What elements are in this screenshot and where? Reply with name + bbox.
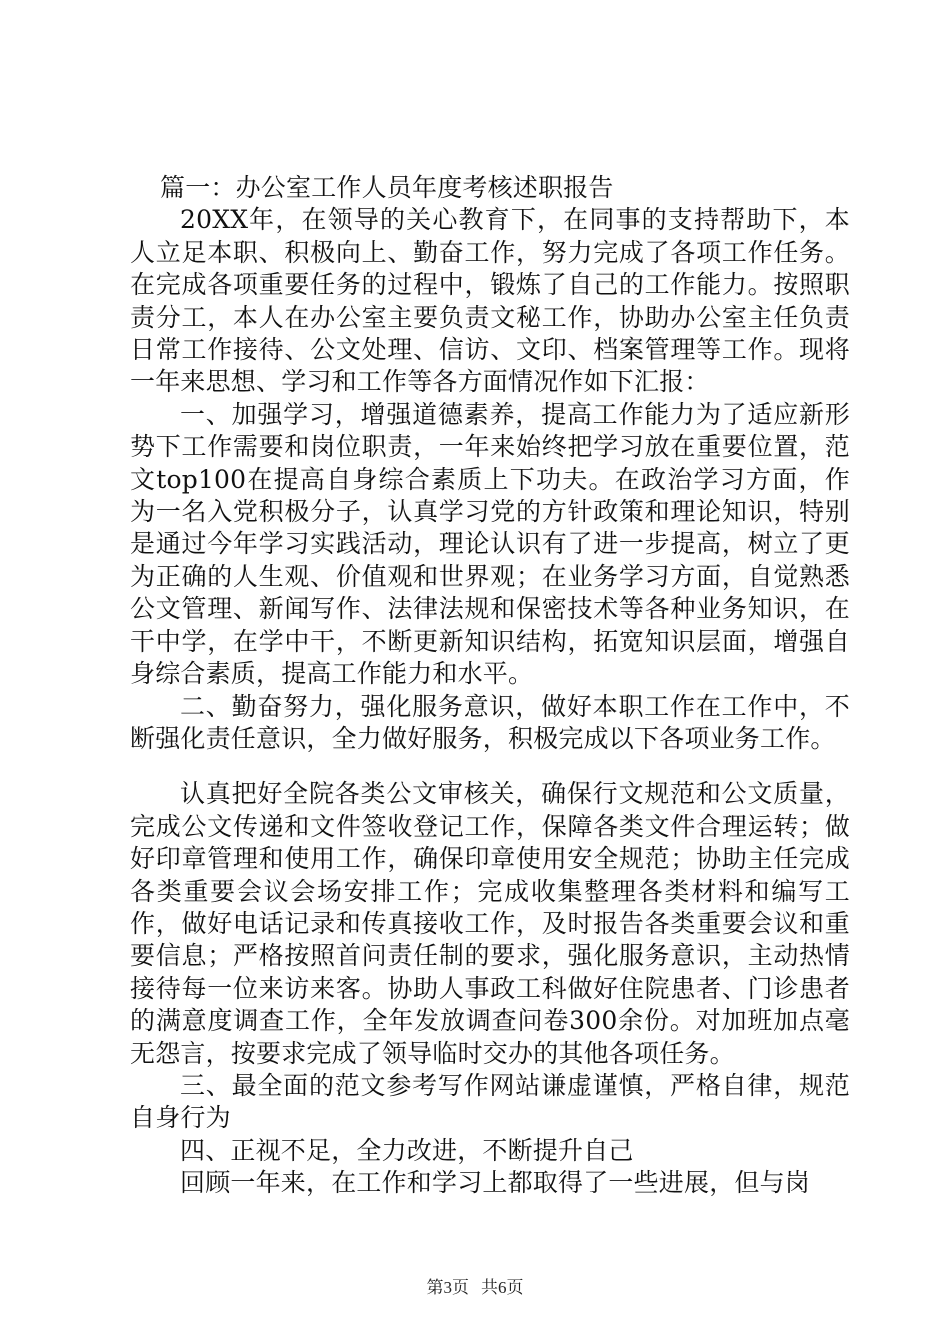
paragraph-review: 回顾一年来，在工作和学习上都取得了一些进展，但与岗 [180,1168,811,1198]
paragraph-section-two: 二、勤奋努力，强化服务意识，做好本职工作在工作中，不断强化责任意识，全力做好服务，积极完成以下各项业务工作。 [130,691,850,753]
page-total: 共6页 [481,1278,524,1297]
paragraph-section-three: 三、最全面的范文参考写作网站谦虚谨慎，严格自律，规范自身行为 [130,1070,850,1133]
document-body [130,172,850,1200]
document-title: 篇一：办公室工作人员年度考核述职报告 [160,173,614,202]
paragraph-section-one: 一、加强学习，增强道德素养，提高工作能力为了适应新形势下工作需要和岗位职责，一年来始终把学习放在重要位置，范文top100在提高自身综合素质上下功夫。在政治学习方面，作为一名入党积极分子，认真学习党的方针政策和理论知识，特别是通过今年学习实践活动，理论认识有了进一步提高，树立了更为正确的人生观、价值观和世界观；在业务学习方面，自觉熟悉公文管理、新闻写作、法律法规和保密技术等各种业务知识，在干中学，在学中干，不断更新知识结构，拓宽知识层面，增强自身综合素质，提高工作能力和水平。 [130,399,850,689]
paragraph-duties: 认真把好全院各类公文审核关，确保行文规范和公文质量，完成公文传递和文件签收登记工作，保障各类文件合理运转；做好印章管理和使用工作，确保印章使用安全规范；协助主任完成各类重要会议会场安排工作；完成收集整理各类材料和编写工作，做好电话记录和传真接收工作，及时报告各类重要会议和重要信息；严格按照首问责任制的要求，强化服务意识，主动热情接待每一位来访来客。协助人事政工科做好住院患者、门诊患者的满意度调查工作，全年发放调查问卷300余份。对加班加点毫无怨言，按要求完成了领导临时交办的其他各项任务。 [130,779,850,1068]
paragraph-section-four: 四、正视不足，全力改进，不断提升自己 [180,1135,634,1165]
page-footer [0,1273,950,1298]
paragraph-intro: 20XX年，在领导的关心教育下，在同事的支持帮助下，本人立足本职、积极向上、勤奋工作，努力完成了各项工作任务。在完成各项重要任务的过程中，锻炼了自己的工作能力。按照职责分工，本人在办公室主要负责文秘工作，协助办公室主任负责日常工作接待、公文处理、信访、文印、档案管理等工作。现将一年来思想、学习和工作等各方面情况作如下汇报： [130,205,850,397]
page-number: 第3页 [426,1278,469,1297]
